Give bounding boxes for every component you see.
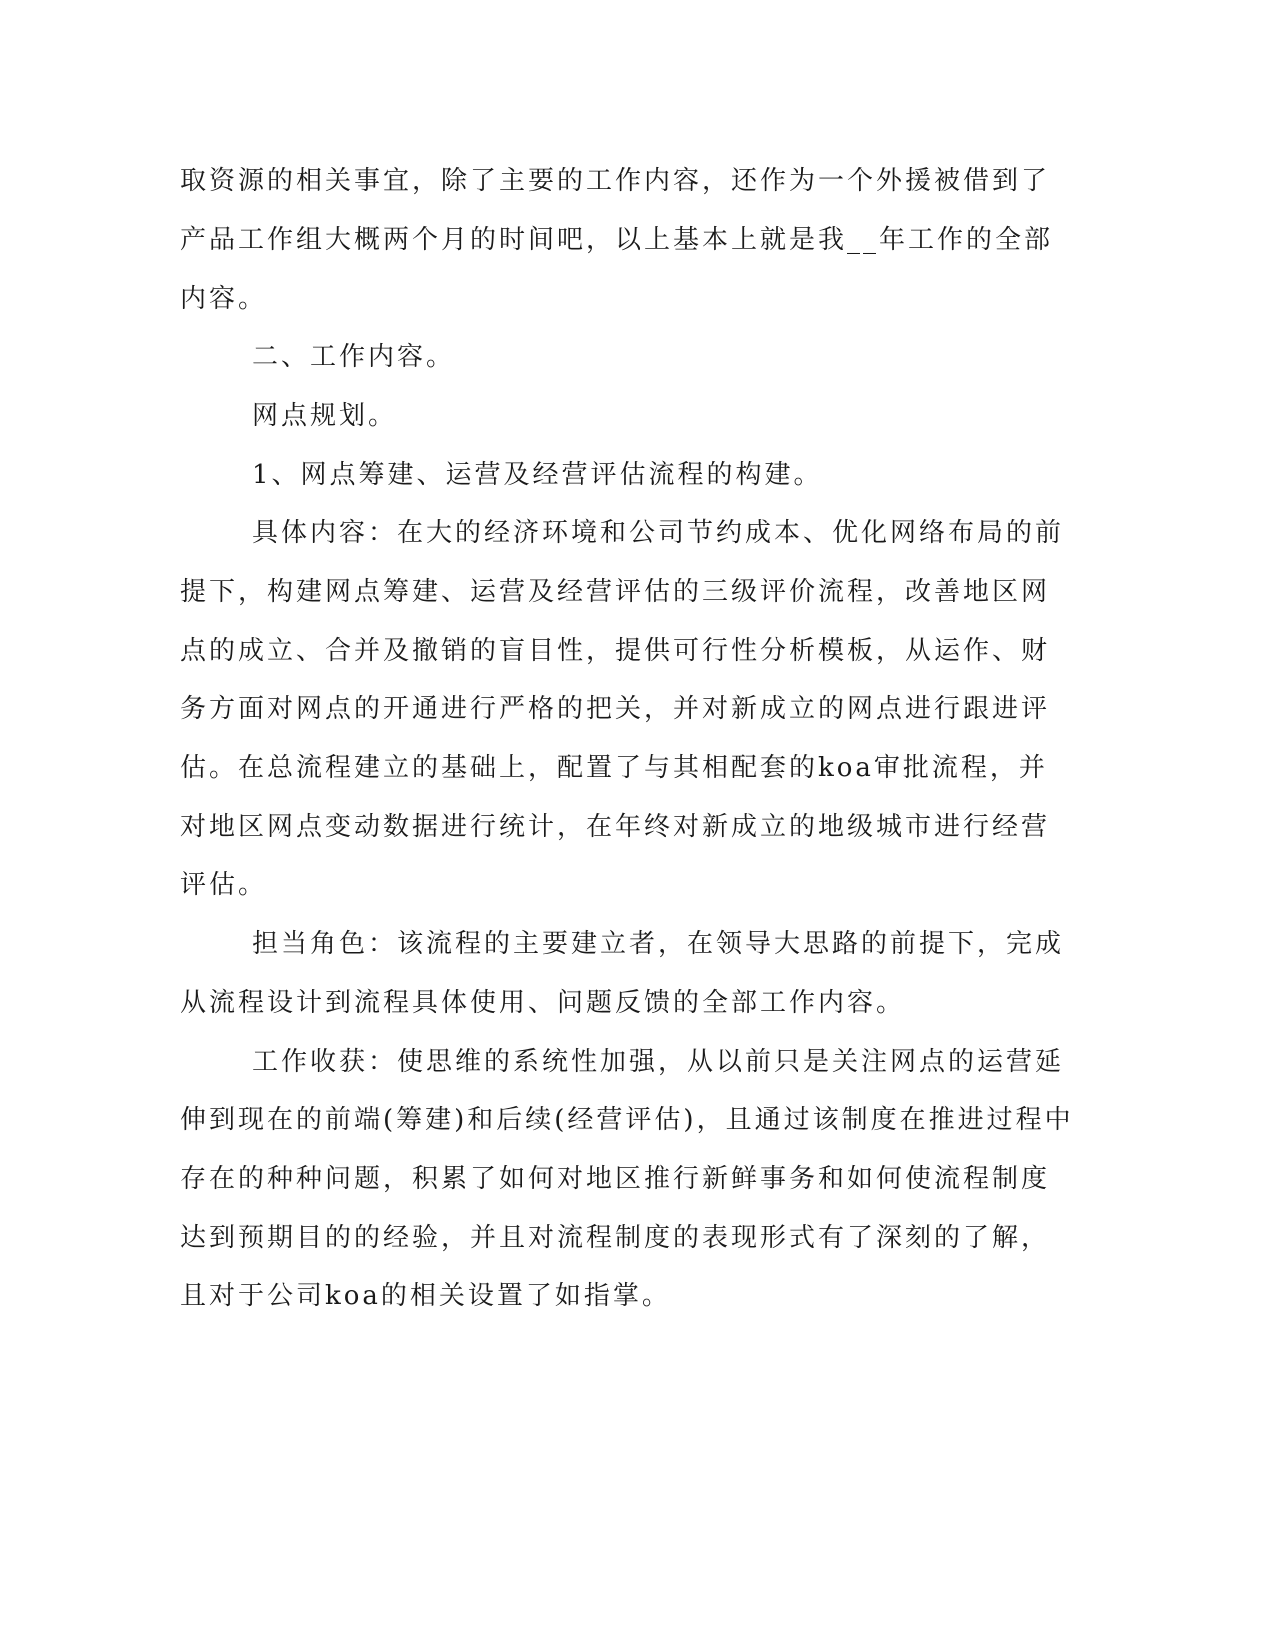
paragraph-line: 担当角色：该流程的主要建立者，在领导大思路的前提下，完成	[252, 929, 1065, 959]
paragraph-line: 且对于公司koa的相关设置了如指掌。	[180, 1281, 671, 1311]
paragraph-line: 取资源的相关事宜，除了主要的工作内容，还作为一个外援被借到了	[180, 166, 1051, 196]
paragraph-line: 提下，构建网点筹建、运营及经营评估的三级评价流程，改善地区网	[180, 577, 1051, 607]
item-heading: 1、网点筹建、运营及经营评估流程的构建。	[252, 460, 823, 490]
paragraph-line: 务方面对网点的开通进行严格的把关，并对新成立的网点进行跟进评	[180, 694, 1051, 724]
paragraph-line: 产品工作组大概两个月的时间吧，以上基本上就是我__年工作的全部	[180, 225, 1054, 255]
section-heading: 二、工作内容。	[252, 342, 456, 372]
paragraph-line: 伸到现在的前端(筹建)和后续(经营评估)，且通过该制度在推进过程中	[180, 1105, 1074, 1135]
paragraph-line: 具体内容：在大的经济环境和公司节约成本、优化网络布局的前	[252, 518, 1065, 548]
paragraph-line: 内容。	[180, 284, 268, 314]
paragraph-line: 从流程设计到流程具体使用、问题反馈的全部工作内容。	[180, 988, 906, 1018]
paragraph-line: 估。在总流程建立的基础上，配置了与其相配套的koa审批流程，并	[180, 753, 1048, 783]
paragraph-line: 点的成立、合并及撤销的盲目性，提供可行性分析模板，从运作、财	[180, 636, 1051, 666]
subsection-heading: 网点规划。	[252, 401, 398, 431]
paragraph-line: 对地区网点变动数据进行统计，在年终对新成立的地级城市进行经营	[180, 812, 1051, 842]
paragraph-line: 工作收获：使思维的系统性加强，从以前只是关注网点的运营延	[252, 1047, 1065, 1077]
paragraph-line: 存在的种种问题，积累了如何对地区推行新鲜事务和如何使流程制度	[180, 1164, 1051, 1194]
paragraph-line: 评估。	[180, 870, 268, 900]
paragraph-line: 达到预期目的的经验，并且对流程制度的表现形式有了深刻的了解，	[180, 1223, 1051, 1253]
